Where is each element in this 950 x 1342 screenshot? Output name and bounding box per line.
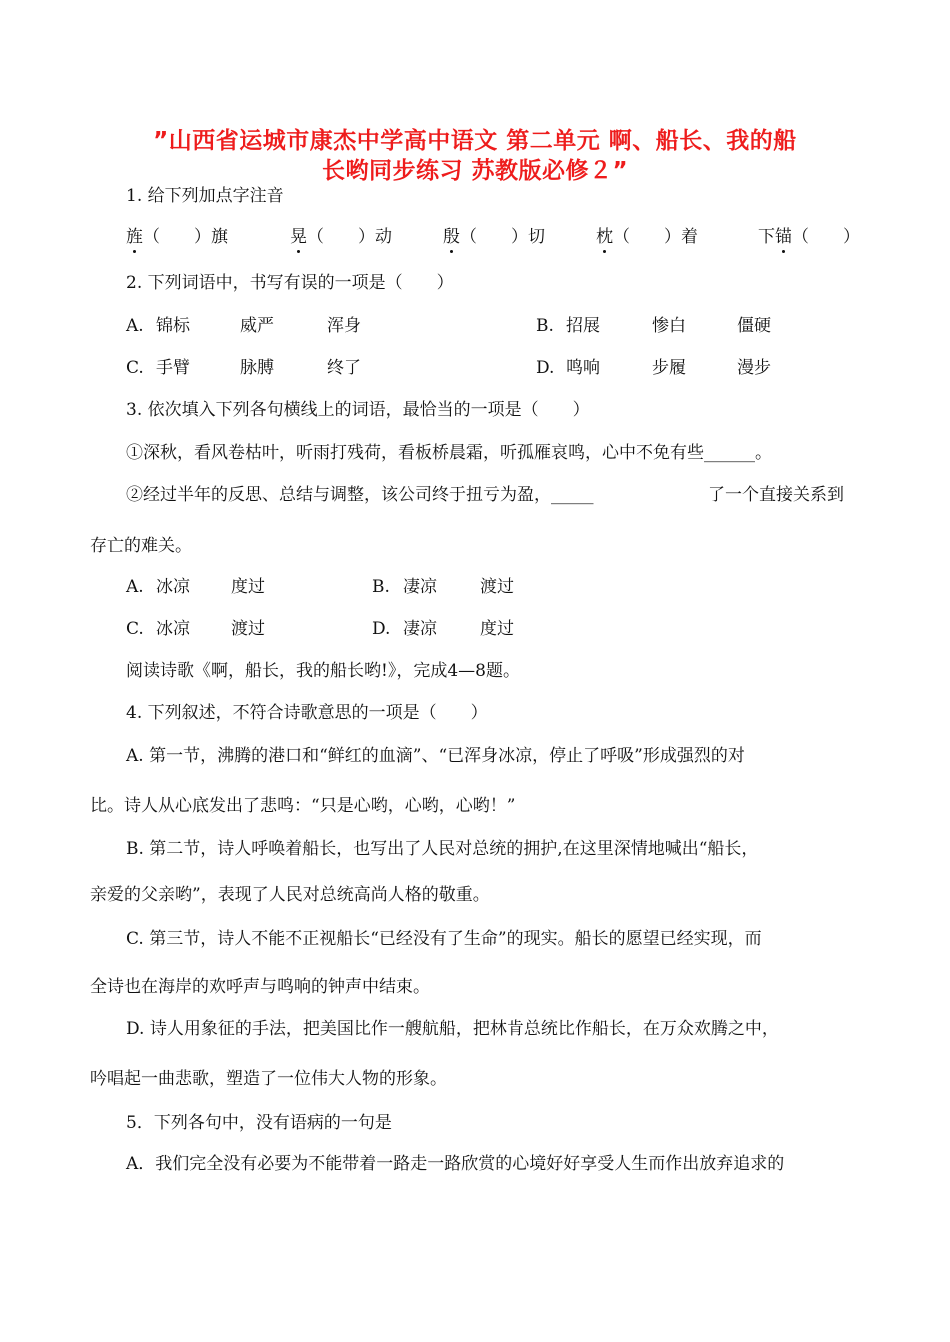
q1-item-4 — [596, 226, 698, 248]
q4-option-a-line-2: 比。诗人从心底发出了悲鸣：“只是心哟，心哟，心哟！” — [90, 796, 516, 816]
dotted-char: 殷 — [443, 227, 460, 247]
q3-option-d-word-1: 凄凉 — [403, 619, 437, 639]
q4-option-a-line-1: A. 第一节，沸腾的港口和“鲜红的血滴”、“已浑身冰凉，停止了呼吸”形成强烈的对 — [126, 746, 745, 766]
answer-blank: （ ） — [792, 227, 860, 247]
q4-option-d-line-2: 吟唱起一曲悲歌，塑造了一位伟大人物的形象。 — [90, 1069, 447, 1089]
q2-option-b-word-2: 惨白 — [652, 316, 686, 336]
char-rest: 旗 — [211, 227, 228, 247]
dotted-char: 旌 — [126, 227, 143, 247]
q2-option-a-word-2: 威严 — [240, 316, 274, 336]
q3-sentence-2-part-1: ②经过半年的反思、总结与调整，该公司终于扭亏为盈，_____ — [126, 485, 594, 505]
reading-intro: 阅读诗歌《啊，船长，我的船长哟!》，完成4—8题。 — [126, 661, 520, 681]
q2-option-d-label: D. — [536, 358, 555, 378]
q2-option-c-word-1: 手臂 — [156, 358, 190, 378]
dotted-char: 晃 — [290, 227, 307, 247]
document-title-line-2: 长哟同步练习 苏教版必修２” — [321, 158, 629, 184]
q1-item-3 — [443, 226, 545, 248]
q3-option-b-word-1: 凄凉 — [403, 577, 437, 597]
q4-stem: 4. 下列叙述，不符合诗歌意思的一项是（ ） — [126, 703, 488, 723]
answer-blank: （ ） — [460, 227, 528, 247]
q4-option-c-line-2: 全诗也在海岸的欢呼声与鸣响的钟声中结束。 — [90, 977, 430, 997]
q3-sentence-2-part-2: 了一个直接关系到 — [708, 485, 844, 505]
q2-option-b-word-3: 僵硬 — [737, 316, 771, 336]
q2-option-c-word-2: 脉膊 — [240, 358, 274, 378]
q2-option-d-word-1: 鸣响 — [566, 358, 600, 378]
dotted-char: 枕 — [596, 227, 613, 247]
q3-sentence-2-part-3: 存亡的难关。 — [90, 536, 192, 556]
q2-option-a-word-3: 浑身 — [327, 316, 361, 336]
char-rest: 切 — [528, 227, 545, 247]
q3-option-a-word-1: 冰凉 — [156, 577, 190, 597]
q5-stem: 5．下列各句中，没有语病的一句是 — [126, 1113, 392, 1133]
q3-option-c-word-1: 冰凉 — [156, 619, 190, 639]
answer-blank: （ ） — [143, 227, 211, 247]
q4-option-b-line-2: 亲爱的父亲哟”，表现了人民对总统高尚人格的敬重。 — [90, 885, 490, 905]
char-rest: 着 — [681, 227, 698, 247]
char-prefix: 下 — [758, 227, 775, 247]
q2-option-d-word-2: 步履 — [652, 358, 686, 378]
answer-blank: （ ） — [613, 227, 681, 247]
q3-option-b-label: B. — [372, 577, 390, 597]
q2-option-b-label: B. — [536, 316, 554, 336]
q1-item-5 — [758, 226, 860, 248]
q2-option-a-label: A. — [126, 316, 144, 336]
q3-option-a-word-2: 度过 — [231, 577, 265, 597]
q2-option-c-label: C. — [126, 358, 144, 378]
q4-option-d-line-1: D. 诗人用象征的手法，把美国比作一艘航船，把林肯总统比作船长，在万众欢腾之中， — [126, 1019, 779, 1039]
q2-option-a-word-1: 锦标 — [156, 316, 190, 336]
q2-option-d-word-3: 漫步 — [737, 358, 771, 378]
char-rest: 动 — [375, 227, 392, 247]
q3-option-d-label: D. — [372, 619, 391, 639]
q2-stem: 2. 下列词语中，书写有误的一项是（ ） — [126, 273, 454, 293]
q1-item-1 — [126, 226, 228, 248]
q5-option-a-line-1: A．我们完全没有必要为不能带着一路走一路欣赏的心境好好享受人生而作出放弃追求的 — [126, 1154, 785, 1174]
q3-option-d-word-2: 度过 — [480, 619, 514, 639]
q3-sentence-1: ①深秋，看风卷枯叶，听雨打残荷，看板桥晨霜，听孤雁哀鸣，心中不免有些______。 — [126, 443, 772, 463]
q4-option-b-line-1: B. 第二节，诗人呼唤着船长，也写出了人民对总统的拥护,在这里深情地喊出“船长， — [126, 839, 759, 859]
document-title-line-1: ”山西省运城市康杰中学高中语文 第二单元 啊、船长、我的船 — [153, 128, 797, 154]
q3-option-a-label: A. — [126, 577, 144, 597]
dotted-char: 锚 — [775, 227, 792, 247]
q1-stem: 1. 给下列加点字注音 — [126, 186, 284, 206]
q4-option-c-line-1: C. 第三节，诗人不能不正视船长“已经没有了生命”的现实。船长的愿望已经实现，而 — [126, 929, 762, 949]
q3-stem: 3. 依次填入下列各句横线上的词语，最恰当的一项是（ ） — [126, 400, 590, 420]
q3-option-b-word-2: 渡过 — [480, 577, 514, 597]
q2-option-b-word-1: 招展 — [566, 316, 600, 336]
q1-item-2 — [290, 226, 392, 248]
q3-option-c-word-2: 渡过 — [231, 619, 265, 639]
q3-option-c-label: C. — [126, 619, 144, 639]
answer-blank: （ ） — [307, 227, 375, 247]
q2-option-c-word-3: 终了 — [327, 358, 361, 378]
